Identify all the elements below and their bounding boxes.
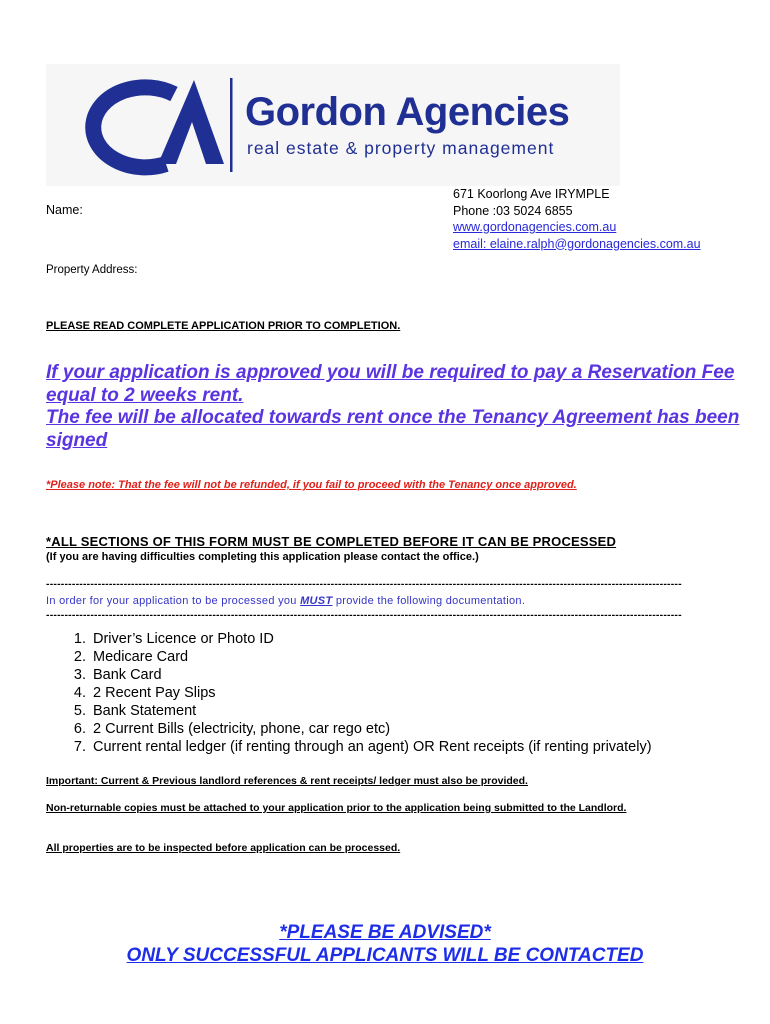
required-documents-list bbox=[46, 630, 652, 756]
documents-intro-text: In order for your application to be processed you bbox=[46, 595, 301, 607]
reservation-fee-notice bbox=[46, 362, 746, 452]
property-address-label: Property Address: bbox=[46, 264, 138, 276]
fee-allocation-line: The fee will be allocated towards rent once the Tenancy Agreement has been signed bbox=[46, 407, 740, 451]
list-item: 5. Bank Statement bbox=[90, 702, 652, 720]
list-item: 3. Bank Card bbox=[90, 666, 652, 684]
list-item: 1. Driver’s Licence or Photo ID bbox=[90, 630, 652, 648]
references-note: Important: Current & Previous landlord references & rent receipts/ ledger must also be provided. bbox=[46, 775, 528, 787]
documents-intro-text-end: provide the following documentation. bbox=[332, 595, 526, 607]
company-name: Gordon Agencies bbox=[245, 90, 570, 134]
list-item: 4. 2 Recent Pay Slips bbox=[90, 684, 652, 702]
refund-note: *Please note: That the fee will not be refunded, if you fail to proceed with the Tenancy once approved. bbox=[46, 479, 577, 491]
company-tagline: real estate & property management bbox=[247, 138, 555, 158]
difficulties-note: (If you are having difficulties completing this application please contact the office.) bbox=[46, 551, 479, 563]
office-address: 671 Koorlong Ave IRYMPLE bbox=[453, 187, 610, 201]
email-link[interactable]: email: elaine.ralph@gordonagencies.com.au bbox=[453, 236, 701, 251]
dash-divider-top: ---------------------------------------------------------------------------------------------------------------------------------------------------------------------------- bbox=[46, 578, 682, 590]
website-link[interactable]: www.gordonagencies.com.au bbox=[453, 220, 617, 234]
reservation-fee-line: If your application is approved you will be required to pay a Reservation Fee equal to 2 weeks rent. bbox=[46, 362, 735, 406]
list-item: 6. 2 Current Bills (electricity, phone, car rego etc) bbox=[90, 720, 652, 738]
inspection-note: All properties are to be inspected before application can be processed. bbox=[46, 842, 401, 854]
must-emphasis: MUST bbox=[300, 595, 333, 607]
office-phone: Phone :03 5024 6855 bbox=[453, 203, 573, 218]
read-complete-heading: PLEASE READ COMPLETE APPLICATION PRIOR TO COMPLETION. bbox=[46, 320, 401, 332]
list-item: 7. Current rental ledger (if renting through an agent) OR Rent receipts (if renting privately) bbox=[90, 738, 652, 756]
list-item: 2. Medicare Card bbox=[90, 648, 652, 666]
advisory-heading: *PLEASE BE ADVISED* bbox=[279, 922, 491, 943]
documents-intro bbox=[46, 595, 525, 607]
all-sections-heading: *ALL SECTIONS OF THIS FORM MUST BE COMPLETED BEFORE IT CAN BE PROCESSED bbox=[46, 534, 617, 549]
name-label: Name: bbox=[46, 203, 83, 217]
dash-divider-bottom: ---------------------------------------------------------------------------------------------------------------------------------------------------------------------------- bbox=[46, 609, 682, 621]
advisory-message: ONLY SUCCESSFUL APPLICANTS WILL BE CONTACTED bbox=[126, 945, 644, 966]
copies-note: Non-returnable copies must be attached to your application prior to the application being submitted to the Landlord. bbox=[46, 802, 627, 814]
contact-block bbox=[453, 186, 701, 252]
